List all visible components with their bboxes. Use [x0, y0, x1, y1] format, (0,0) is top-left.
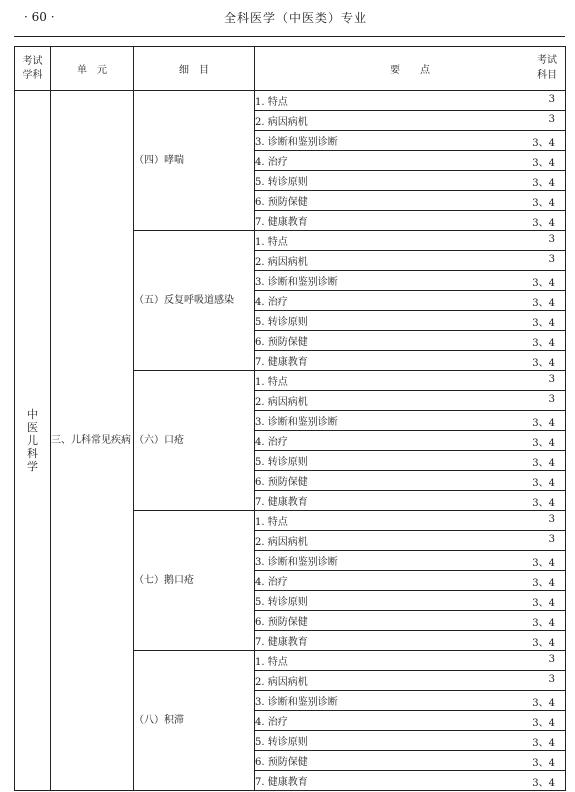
- page-number: · 60 ·: [24, 10, 55, 24]
- point-text: 7. 健康教育: [255, 497, 308, 508]
- point-cell: [255, 531, 566, 551]
- point-text: 4. 治疗: [255, 157, 288, 168]
- level-value: 3、4: [532, 198, 555, 209]
- level-value: 3: [548, 514, 555, 525]
- point-text: 6. 预防保健: [255, 477, 308, 488]
- point-text: 4. 治疗: [255, 577, 288, 588]
- level-value: 3、4: [532, 718, 555, 729]
- subject-label: 中医儿科学: [27, 408, 38, 473]
- level-value: 3: [548, 254, 555, 265]
- point-cell: [255, 711, 566, 731]
- point-text: 5. 转诊原则: [255, 177, 308, 188]
- point-text: 5. 转诊原则: [255, 317, 308, 328]
- point-text: 7. 健康教育: [255, 357, 308, 368]
- running-title: 全科医学（中医类）专业: [224, 11, 368, 25]
- point-text: 7. 健康教育: [255, 637, 308, 648]
- point-text: 1. 特点: [255, 97, 288, 108]
- table-header-row: [15, 47, 566, 91]
- point-text: 6. 预防保健: [255, 197, 308, 208]
- point-cell: [255, 391, 566, 411]
- point-cell: [255, 611, 566, 631]
- unit-cell: 三、儿科常见疾病: [51, 91, 134, 791]
- point-text: 6. 预防保健: [255, 757, 308, 768]
- point-text: 3. 诊断和鉴别诊断: [255, 557, 338, 568]
- point-cell: [255, 91, 566, 111]
- level-value: 3、4: [532, 298, 555, 309]
- point-cell: [255, 411, 566, 431]
- level-value: 3: [548, 234, 555, 245]
- item-cell: （六）口疮: [134, 371, 255, 511]
- point-cell: [255, 651, 566, 671]
- level-value: 3: [548, 94, 555, 105]
- header-unit: 单 元: [51, 47, 134, 91]
- level-value: 3、4: [532, 478, 555, 489]
- point-cell: [255, 671, 566, 691]
- point-text: 1. 特点: [255, 657, 288, 668]
- point-cell: [255, 451, 566, 471]
- point-text: 2. 病因病机: [255, 397, 308, 408]
- level-value: 3、4: [532, 138, 555, 149]
- point-text: 5. 转诊原则: [255, 457, 308, 468]
- level-value: 3: [548, 534, 555, 545]
- level-value: 3: [548, 374, 555, 385]
- point-text: 7. 健康教育: [255, 777, 308, 788]
- point-text: 3. 诊断和鉴别诊断: [255, 417, 338, 428]
- point-text: 3. 诊断和鉴别诊断: [255, 137, 338, 148]
- level-value: 3、4: [532, 598, 555, 609]
- header-subject: 考试学科: [15, 47, 51, 91]
- point-text: 4. 治疗: [255, 297, 288, 308]
- level-value: 3: [548, 674, 555, 685]
- level-value: 3、4: [532, 778, 555, 789]
- point-cell: [255, 571, 566, 591]
- point-text: 2. 病因病机: [255, 537, 308, 548]
- point-cell: [255, 551, 566, 571]
- level-value: 3、4: [532, 158, 555, 169]
- level-value: 3、4: [532, 278, 555, 289]
- point-cell: [255, 111, 566, 131]
- table-body: [15, 91, 566, 791]
- point-text: 2. 病因病机: [255, 117, 308, 128]
- table-row: [15, 91, 566, 111]
- syllabus-table: [14, 46, 566, 791]
- level-value: 3、4: [532, 578, 555, 589]
- point-text: 1. 特点: [255, 237, 288, 248]
- level-value: 3、4: [532, 178, 555, 189]
- point-cell: [255, 431, 566, 451]
- point-text: 3. 诊断和鉴别诊断: [255, 697, 338, 708]
- header-level: 考试科目: [537, 55, 557, 81]
- point-text: 5. 转诊原则: [255, 737, 308, 748]
- point-cell: [255, 371, 566, 391]
- point-cell: [255, 731, 566, 751]
- point-cell: [255, 491, 566, 511]
- point-text: 2. 病因病机: [255, 677, 308, 688]
- point-text: 5. 转诊原则: [255, 597, 308, 608]
- level-value: 3、4: [532, 498, 555, 509]
- point-cell: [255, 511, 566, 531]
- level-value: 3、4: [532, 738, 555, 749]
- point-text: 4. 治疗: [255, 437, 288, 448]
- point-cell: [255, 231, 566, 251]
- point-cell: [255, 191, 566, 211]
- level-value: 3、4: [532, 458, 555, 469]
- point-text: 1. 特点: [255, 517, 288, 528]
- point-cell: [255, 291, 566, 311]
- item-cell: （五）反复呼吸道感染: [134, 231, 255, 371]
- point-cell: [255, 351, 566, 371]
- level-value: 3、4: [532, 218, 555, 229]
- level-value: 3、4: [532, 618, 555, 629]
- header-points: 要 点: [390, 65, 430, 76]
- level-value: 3、4: [532, 338, 555, 349]
- level-value: 3、4: [532, 698, 555, 709]
- item-cell: （八）积滞: [134, 651, 255, 791]
- header-points-level: [255, 47, 566, 91]
- point-cell: [255, 471, 566, 491]
- point-cell: [255, 311, 566, 331]
- level-value: 3、4: [532, 758, 555, 769]
- item-cell: （七）鹅口疮: [134, 511, 255, 651]
- page-header: [14, 0, 565, 37]
- point-text: 3. 诊断和鉴别诊断: [255, 277, 338, 288]
- level-value: 3、4: [532, 318, 555, 329]
- header-item: 细 目: [134, 47, 255, 91]
- point-cell: [255, 631, 566, 651]
- level-value: 3、4: [532, 418, 555, 429]
- point-cell: [255, 151, 566, 171]
- point-text: 1. 特点: [255, 377, 288, 388]
- level-value: 3: [548, 394, 555, 405]
- level-value: 3、4: [532, 558, 555, 569]
- subject-cell: [15, 91, 51, 791]
- point-cell: [255, 131, 566, 151]
- point-cell: [255, 271, 566, 291]
- level-value: 3: [548, 114, 555, 125]
- point-cell: [255, 211, 566, 231]
- point-text: 4. 治疗: [255, 717, 288, 728]
- point-cell: [255, 691, 566, 711]
- point-text: 2. 病因病机: [255, 257, 308, 268]
- point-text: 6. 预防保健: [255, 617, 308, 628]
- point-cell: [255, 771, 566, 791]
- point-cell: [255, 171, 566, 191]
- point-cell: [255, 751, 566, 771]
- point-text: 6. 预防保健: [255, 337, 308, 348]
- point-cell: [255, 591, 566, 611]
- item-cell: （四）哮喘: [134, 91, 255, 231]
- point-text: 7. 健康教育: [255, 217, 308, 228]
- point-cell: [255, 331, 566, 351]
- level-value: 3: [548, 654, 555, 665]
- point-cell: [255, 251, 566, 271]
- level-value: 3、4: [532, 438, 555, 449]
- level-value: 3、4: [532, 638, 555, 649]
- level-value: 3、4: [532, 358, 555, 369]
